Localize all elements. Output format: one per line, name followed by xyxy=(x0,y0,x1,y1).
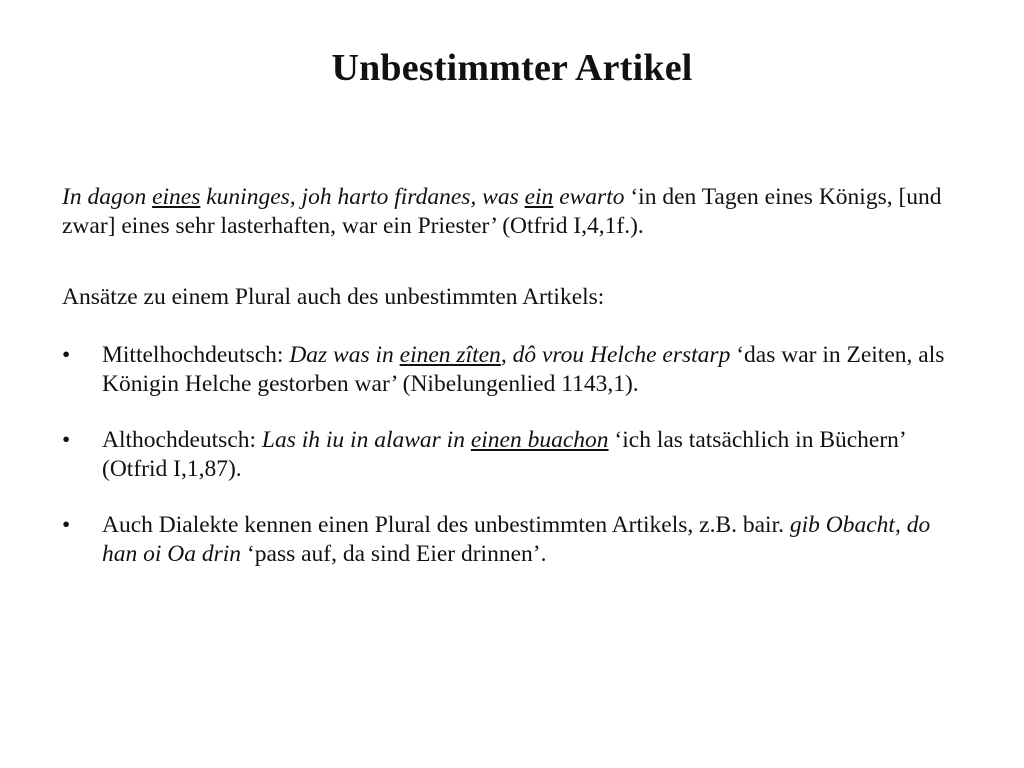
slide-title: Unbestimmter Artikel xyxy=(331,47,693,89)
bullet-list xyxy=(62,341,962,596)
example-text-part: gib Obacht, do han oi Oa drin xyxy=(102,512,931,567)
bullet-icon: • xyxy=(62,342,71,368)
underlined-article: einen buachon xyxy=(470,427,609,453)
underlined-article: eines xyxy=(152,184,201,210)
translation-text: ‘ich las tatsächlich in Büchern’ (Otfrid I,1,87). xyxy=(102,427,906,482)
bullet-item-dialekte xyxy=(62,511,962,569)
example-text-part: , dô vrou Helche erstarp xyxy=(500,342,731,368)
example-text-part: Daz was in xyxy=(289,342,400,368)
bullet-icon: • xyxy=(62,512,71,538)
example-text-part: ewarto xyxy=(553,184,625,210)
bullet-item-mittelhochdeutsch xyxy=(62,341,962,399)
example-paragraph xyxy=(62,183,962,241)
underlined-article: ein xyxy=(524,184,554,210)
bullet-icon: • xyxy=(62,427,71,453)
example-text-part: In dagon xyxy=(62,184,153,210)
translation-text: ‘das war in Zeiten, als Königin Helche gestorben war’ (Nibelungenlied 1143,1). xyxy=(102,342,945,397)
translation-text: ‘pass auf, da sind Eier drinnen’. xyxy=(241,541,547,567)
example-text-part: Las ih iu in alawar in xyxy=(261,427,471,453)
translation-text: ‘in den Tagen eines Königs, [und zwar] eines sehr lasterhaften, war ein Priester’ (Otfrid I,4,1f.). xyxy=(62,184,942,239)
plural-intro-paragraph: Ansätze zu einem Plural auch des unbestimmten Artikels: xyxy=(62,284,605,310)
bullet-item-althochdeutsch xyxy=(62,426,962,484)
bullet-label: Auch Dialekte kennen einen Plural des unbestimmten Artikels, z.B. bair. xyxy=(102,512,790,538)
bullet-label: Mittelhochdeutsch: xyxy=(102,342,290,368)
underlined-article: einen zîten xyxy=(399,342,501,368)
example-text-part: kuninges, joh harto firdanes, was xyxy=(200,184,525,210)
bullet-label: Althochdeutsch: xyxy=(102,427,262,453)
